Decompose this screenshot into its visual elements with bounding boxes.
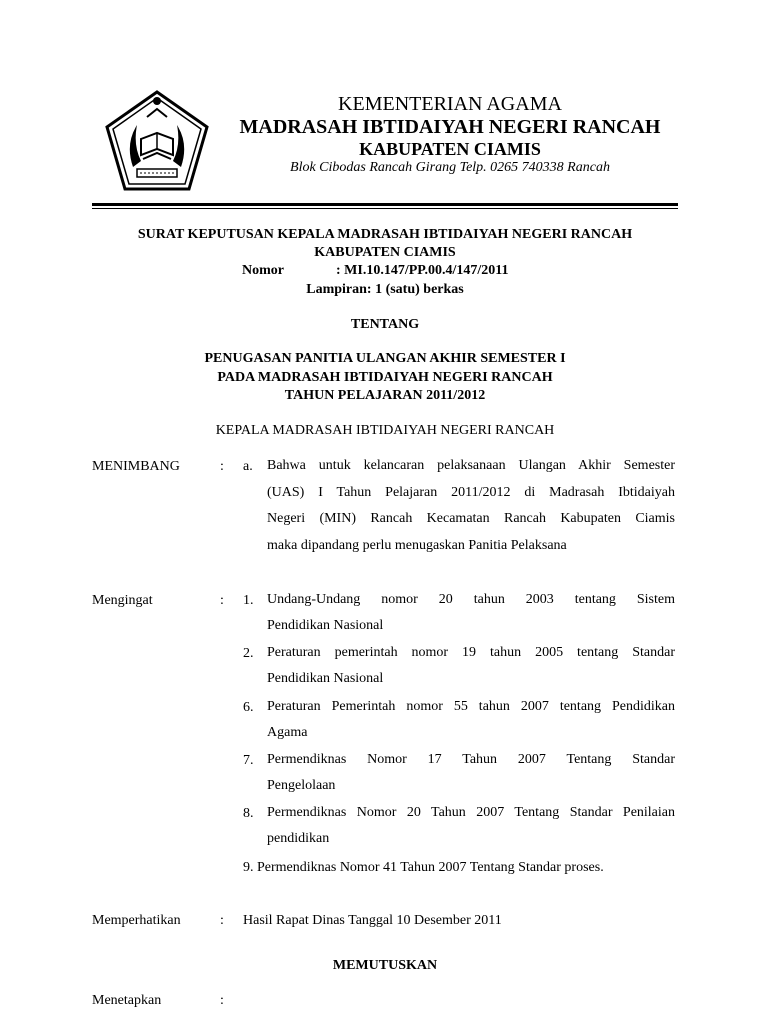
mengingat-item-num: 8. bbox=[243, 806, 254, 821]
mengingat-item-line1: Peraturan Pemerintah nomor 55 tahun 2007 tentang Pendidikan bbox=[267, 699, 675, 714]
mengingat-label: Mengingat bbox=[92, 593, 153, 608]
memperhatikan-colon: : bbox=[220, 913, 224, 928]
header-address: Blok Cibodas Rancah Girang Telp. 0265 740338 Rancah bbox=[290, 160, 610, 175]
decree-title: SURAT KEPUTUSAN KEPALA MADRASAH IBTIDAIYAH NEGERI RANCAH bbox=[137, 227, 633, 242]
menimbang-marker: a. bbox=[243, 459, 253, 474]
nomor-value: : MI.10.147/PP.00.4/147/2011 bbox=[336, 263, 509, 278]
mengingat-item-line1: Permendiknas Nomor 17 Tahun 2007 Tentang Standar bbox=[267, 752, 675, 767]
memutuskan-heading: MEMUTUSKAN bbox=[332, 958, 438, 973]
mengingat-item-line2: Pendidikan Nasional bbox=[267, 618, 384, 633]
menetapkan-colon: : bbox=[220, 993, 224, 1008]
mengingat-item-line2: Agama bbox=[267, 725, 308, 740]
header-regency: KABUPATEN CIAMIS bbox=[359, 139, 541, 159]
mengingat-item-last: 9. Permendiknas Nomor 41 Tahun 2007 Tentang Standar proses. bbox=[243, 860, 604, 875]
decree-title-regency: KABUPATEN CIAMIS bbox=[314, 245, 456, 260]
mengingat-colon: : bbox=[220, 593, 224, 608]
menimbang-line-1: Bahwa untuk kelancaran pelaksanaan Ulangan Akhir Semester bbox=[267, 458, 675, 473]
menimbang-label: MENIMBANG bbox=[92, 459, 180, 474]
subject-line-2: PADA MADRASAH IBTIDAIYAH NEGERI RANCAH bbox=[217, 370, 553, 385]
header-school: MADRASAH IBTIDAIYAH NEGERI RANCAH bbox=[239, 116, 661, 138]
menimbang-line-4: maka dipandang perlu menugaskan Panitia Pelaksana bbox=[267, 538, 567, 553]
mengingat-item-line1: Undang-Undang nomor 20 tahun 2003 tentang Sistem bbox=[267, 592, 675, 607]
subject-line-3: TAHUN PELAJARAN 2011/2012 bbox=[284, 388, 486, 403]
mengingat-item-num: 7. bbox=[243, 753, 254, 768]
tentang-heading: TENTANG bbox=[350, 317, 420, 332]
memperhatikan-text: Hasil Rapat Dinas Tanggal 10 Desember 2011 bbox=[243, 913, 502, 928]
mengingat-item-num: 2. bbox=[243, 646, 254, 661]
subject-line-1: PENUGASAN PANITIA ULANGAN AKHIR SEMESTER I bbox=[204, 351, 566, 366]
menimbang-line-2: (UAS) I Tahun Pelajaran 2011/2012 di Madrasah Ibtidaiyah bbox=[267, 485, 675, 500]
mengingat-item-line1: Peraturan pemerintah nomor 19 tahun 2005 tentang Standar bbox=[267, 645, 675, 660]
mengingat-item-num: 1. bbox=[243, 593, 254, 608]
mengingat-item-line2: Pendidikan Nasional bbox=[267, 671, 384, 686]
mengingat-item-line1: Permendiknas Nomor 20 Tahun 2007 Tentang Standar Penilaian bbox=[267, 805, 675, 820]
menimbang-line-3: Negeri (MIN) Rancah Kecamatan Rancah Kabupaten Ciamis bbox=[267, 511, 675, 526]
mengingat-item-num: 6. bbox=[243, 700, 254, 715]
header-divider-thick bbox=[92, 203, 678, 206]
memperhatikan-label: Memperhatikan bbox=[92, 913, 181, 928]
menimbang-colon: : bbox=[220, 459, 224, 474]
kepala-heading: KEPALA MADRASAH IBTIDAIYAH NEGERI RANCAH bbox=[215, 423, 555, 438]
header-ministry: KEMENTERIAN AGAMA bbox=[338, 93, 562, 115]
mengingat-item-line2: pendidikan bbox=[267, 831, 330, 846]
menetapkan-label: Menetapkan bbox=[92, 993, 162, 1008]
header-divider-thin bbox=[92, 208, 678, 209]
lampiran: Lampiran: 1 (satu) berkas bbox=[306, 282, 464, 297]
mengingat-item-line2: Pengelolaan bbox=[267, 778, 336, 793]
nomor-label: Nomor bbox=[242, 263, 284, 278]
